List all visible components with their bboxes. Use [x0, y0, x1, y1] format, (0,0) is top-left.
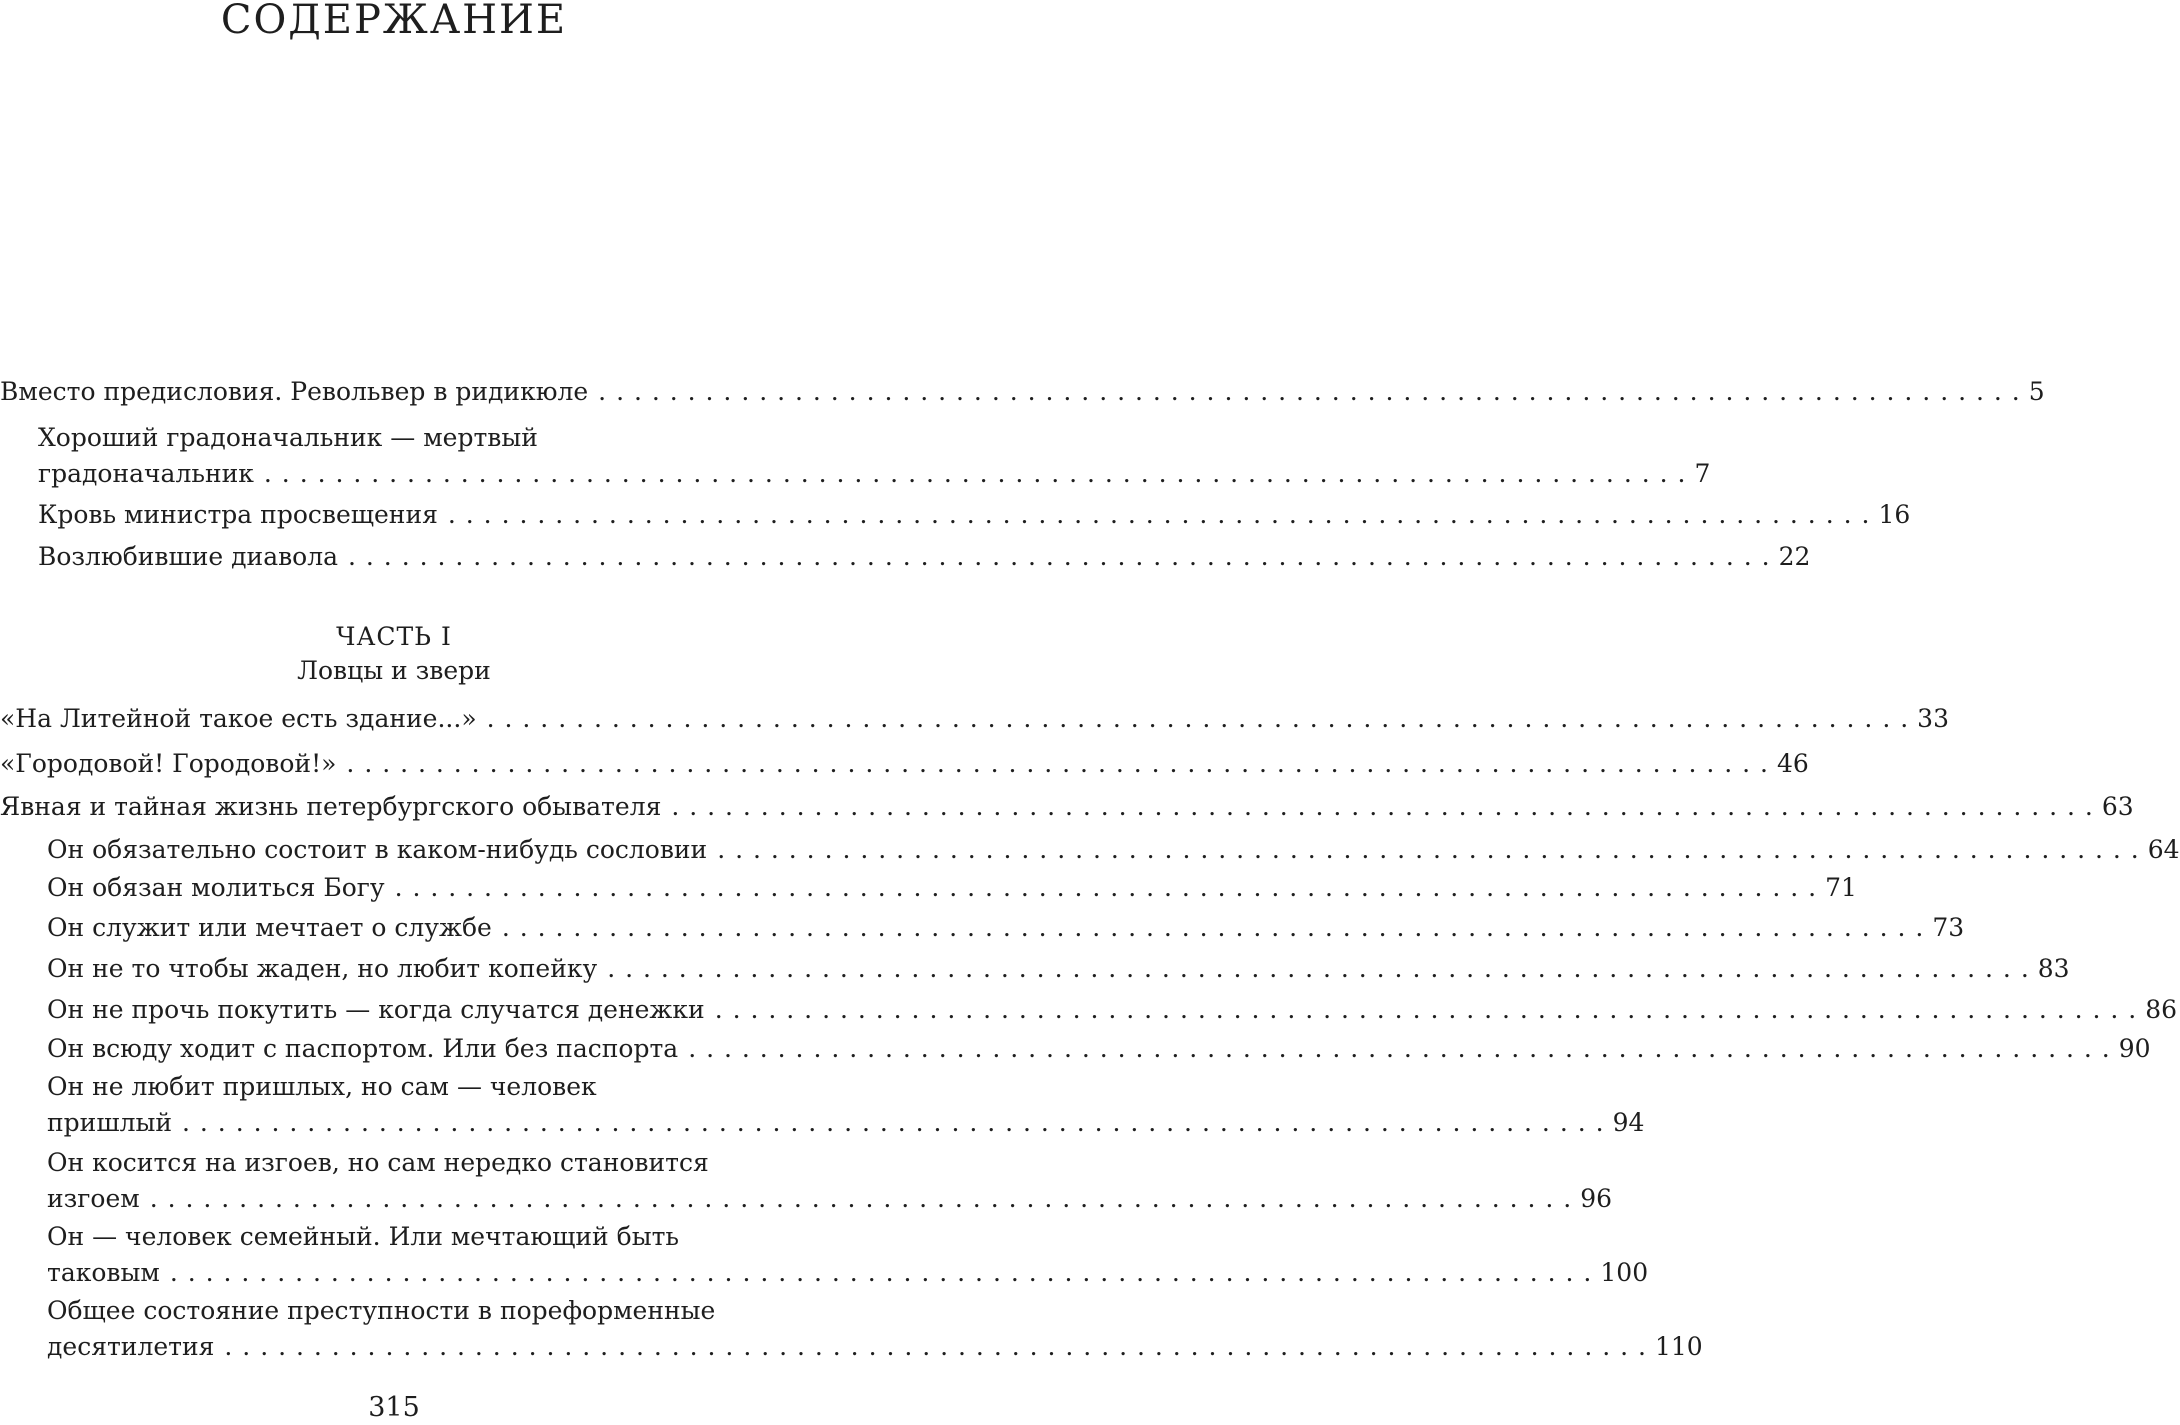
page-number: 7: [1694, 459, 1711, 488]
page-number: 100: [1600, 1258, 1649, 1287]
entry-title-line: «На Литейной такое есть здание...»: [0, 704, 477, 733]
page-number: 64: [2147, 835, 2180, 864]
page-number: 5: [2028, 377, 2045, 406]
toc-entry[interactable]: [47, 1145, 1613, 1217]
part-heading: [0, 620, 788, 688]
page-number: 63: [2101, 792, 2134, 821]
page-number: 16: [1878, 500, 1911, 529]
entry-title-line: Вместо предисловия. Револьвер в ридикюле: [0, 377, 589, 406]
dot-leader: . . . . . . . . . . . . . . . . . . . . . . . . . . . . . . . . . . . . . . . . . . . . . . . . . . . . . . . . . . . . . . . . . . . . . . . . . . . . . . . .: [394, 873, 1818, 902]
page-number: 90: [2118, 1034, 2151, 1063]
dot-leader: . . . . . . . . . . . . . . . . . . . . . . . . . . . . . . . . . . . . . . . . . . . . . . . . . . . . . . . . . . . . . . . . . . . . . . . . . . . . . . . .: [346, 749, 1769, 778]
toc-entry[interactable]: [38, 497, 1911, 533]
page-number: 83: [2037, 954, 2070, 983]
entry-title-line: Кровь министра просвещения: [38, 500, 438, 529]
entry-title-line: Он обязан молиться Богу: [47, 873, 385, 902]
dot-leader: . . . . . . . . . . . . . . . . . . . . . . . . . . . . . . . . . . . . . . . . . . . . . . . . . . . . . . . . . . . . . . . . . . . . . . . . . . . . . . . .: [671, 792, 2094, 821]
toc-entry[interactable]: [47, 910, 1965, 946]
toc-entry[interactable]: [47, 1031, 2151, 1067]
dot-leader: . . . . . . . . . . . . . . . . . . . . . . . . . . . . . . . . . . . . . . . . . . . . . . . . . . . . . . . . . . . . . . . . . . . . . . . . . . . . . . . .: [348, 542, 1771, 571]
toc-entry[interactable]: [38, 539, 1811, 575]
entry-title-line: Он обязательно состоит в каком-нибудь сословии: [47, 835, 708, 864]
toc-entry[interactable]: [0, 374, 2045, 410]
entry-title-line: градоначальник: [38, 459, 254, 488]
toc-entry[interactable]: [47, 1293, 1703, 1365]
dot-leader: . . . . . . . . . . . . . . . . . . . . . . . . . . . . . . . . . . . . . . . . . . . . . . . . . . . . . . . . . . . . . . . . . . . . . . . . . . . . . . . .: [717, 835, 2140, 864]
dot-leader: . . . . . . . . . . . . . . . . . . . . . . . . . . . . . . . . . . . . . . . . . . . . . . . . . . . . . . . . . . . . . . . . . . . . . . . . . . . . . . . .: [169, 1258, 1593, 1287]
entry-title-line: Он всюду ходит с паспортом. Или без паспорта: [47, 1034, 679, 1063]
entry-title-line: таковым: [47, 1258, 160, 1287]
dot-leader: . . . . . . . . . . . . . . . . . . . . . . . . . . . . . . . . . . . . . . . . . . . . . . . . . . . . . . . . . . . . . . . . . . . . . . . . . . . . . . . .: [486, 704, 1910, 733]
page-number: 33: [1917, 704, 1949, 733]
page-number: 96: [1580, 1184, 1613, 1213]
page-number: 110: [1654, 1332, 1703, 1361]
entry-title-line: Явная и тайная жизнь петербургского обывателя: [0, 792, 662, 821]
dot-leader: . . . . . . . . . . . . . . . . . . . . . . . . . . . . . . . . . . . . . . . . . . . . . . . . . . . . . . . . . . . . . . . . . . . . . . . . . . . . . . . .: [149, 1184, 1573, 1213]
page-number: 73: [1932, 913, 1965, 942]
page-number: 94: [1612, 1108, 1645, 1137]
toc-entry[interactable]: [47, 1069, 1645, 1141]
dot-leader: . . . . . . . . . . . . . . . . . . . . . . . . . . . . . . . . . . . . . . . . . . . . . . . . . . . . . . . . . . . . . . . . . . . . . . . . . . . . . . . .: [224, 1332, 1647, 1361]
toc-entry[interactable]: [47, 1219, 1649, 1291]
entry-title-line: Возлюбившие диавола: [38, 542, 339, 571]
dot-leader: . . . . . . . . . . . . . . . . . . . . . . . . . . . . . . . . . . . . . . . . . . . . . . . . . . . . . . . . . . . . . . . . . . . . . . . . . . . . . . . .: [447, 500, 1871, 529]
entry-title-line: пришлый: [47, 1108, 173, 1137]
dot-leader: . . . . . . . . . . . . . . . . . . . . . . . . . . . . . . . . . . . . . . . . . . . . . . . . . . . . . . . . . . . . . . . . . . . . . . . . . . . . . . . .: [607, 954, 2030, 983]
entry-title-line: Он не любит пришлых, но сам — человек: [47, 1072, 597, 1101]
part-subtitle: Ловцы и звери: [297, 656, 491, 685]
dot-leader: . . . . . . . . . . . . . . . . . . . . . . . . . . . . . . . . . . . . . . . . . . . . . . . . . . . . . . . . . . . . . . . . . . . . . . . . . . . . . . . .: [714, 995, 2138, 1024]
entry-title-line: Он не прочь покутить — когда случатся денежки: [47, 995, 705, 1024]
entry-title-line: Общее состояние преступности в пореформенные: [47, 1296, 716, 1325]
dot-leader: . . . . . . . . . . . . . . . . . . . . . . . . . . . . . . . . . . . . . . . . . . . . . . . . . . . . . . . . . . . . . . . . . . . . . . . . . . . . . . . .: [688, 1034, 2111, 1063]
toc-entry[interactable]: [47, 870, 1857, 906]
entry-title-line: Хороший градоначальник — мертвый: [38, 423, 538, 452]
dot-leader: . . . . . . . . . . . . . . . . . . . . . . . . . . . . . . . . . . . . . . . . . . . . . . . . . . . . . . . . . . . . . . . . . . . . . . . . . . . . . . . .: [182, 1108, 1605, 1137]
entry-title-line: Он косится на изгоев, но сам нередко становится: [47, 1148, 709, 1177]
entry-title-line: Он — человек семейный. Или мечтающий быть: [47, 1222, 680, 1251]
page-title: СОДЕРЖАНИЕ: [220, 0, 568, 43]
entry-title-line: «Городовой! Городовой!»: [0, 749, 337, 778]
dot-leader: . . . . . . . . . . . . . . . . . . . . . . . . . . . . . . . . . . . . . . . . . . . . . . . . . . . . . . . . . . . . . . . . . . . . . . . . . . . . . . . .: [501, 913, 1925, 942]
page-number: 46: [1776, 749, 1809, 778]
dot-leader: . . . . . . . . . . . . . . . . . . . . . . . . . . . . . . . . . . . . . . . . . . . . . . . . . . . . . . . . . . . . . . . . . . . . . . . . . . . . . . . .: [598, 377, 2021, 406]
toc-entry[interactable]: [38, 420, 1711, 492]
entry-title-line: десятилетия: [47, 1332, 215, 1361]
toc-entry[interactable]: [47, 951, 2070, 987]
entry-title-line: изгоем: [47, 1184, 140, 1213]
toc-entry[interactable]: [0, 789, 2134, 825]
toc-entry[interactable]: [47, 992, 2178, 1028]
page-number: 86: [2145, 995, 2178, 1024]
page-number: 22: [1778, 542, 1811, 571]
dot-leader: . . . . . . . . . . . . . . . . . . . . . . . . . . . . . . . . . . . . . . . . . . . . . . . . . . . . . . . . . . . . . . . . . . . . . . . . . . . . . . . .: [263, 459, 1687, 488]
entry-title-line: Он не то чтобы жаден, но любит копейку: [47, 954, 598, 983]
toc-entry[interactable]: [0, 701, 1949, 737]
page-number: 71: [1825, 873, 1857, 902]
page-folio: 315: [368, 1392, 420, 1423]
entry-title-line: Он служит или мечтает о службе: [47, 913, 492, 942]
part-label: ЧАСТЬ I: [336, 622, 452, 651]
toc-entry[interactable]: [47, 832, 2180, 868]
toc-entry[interactable]: [0, 746, 1809, 782]
